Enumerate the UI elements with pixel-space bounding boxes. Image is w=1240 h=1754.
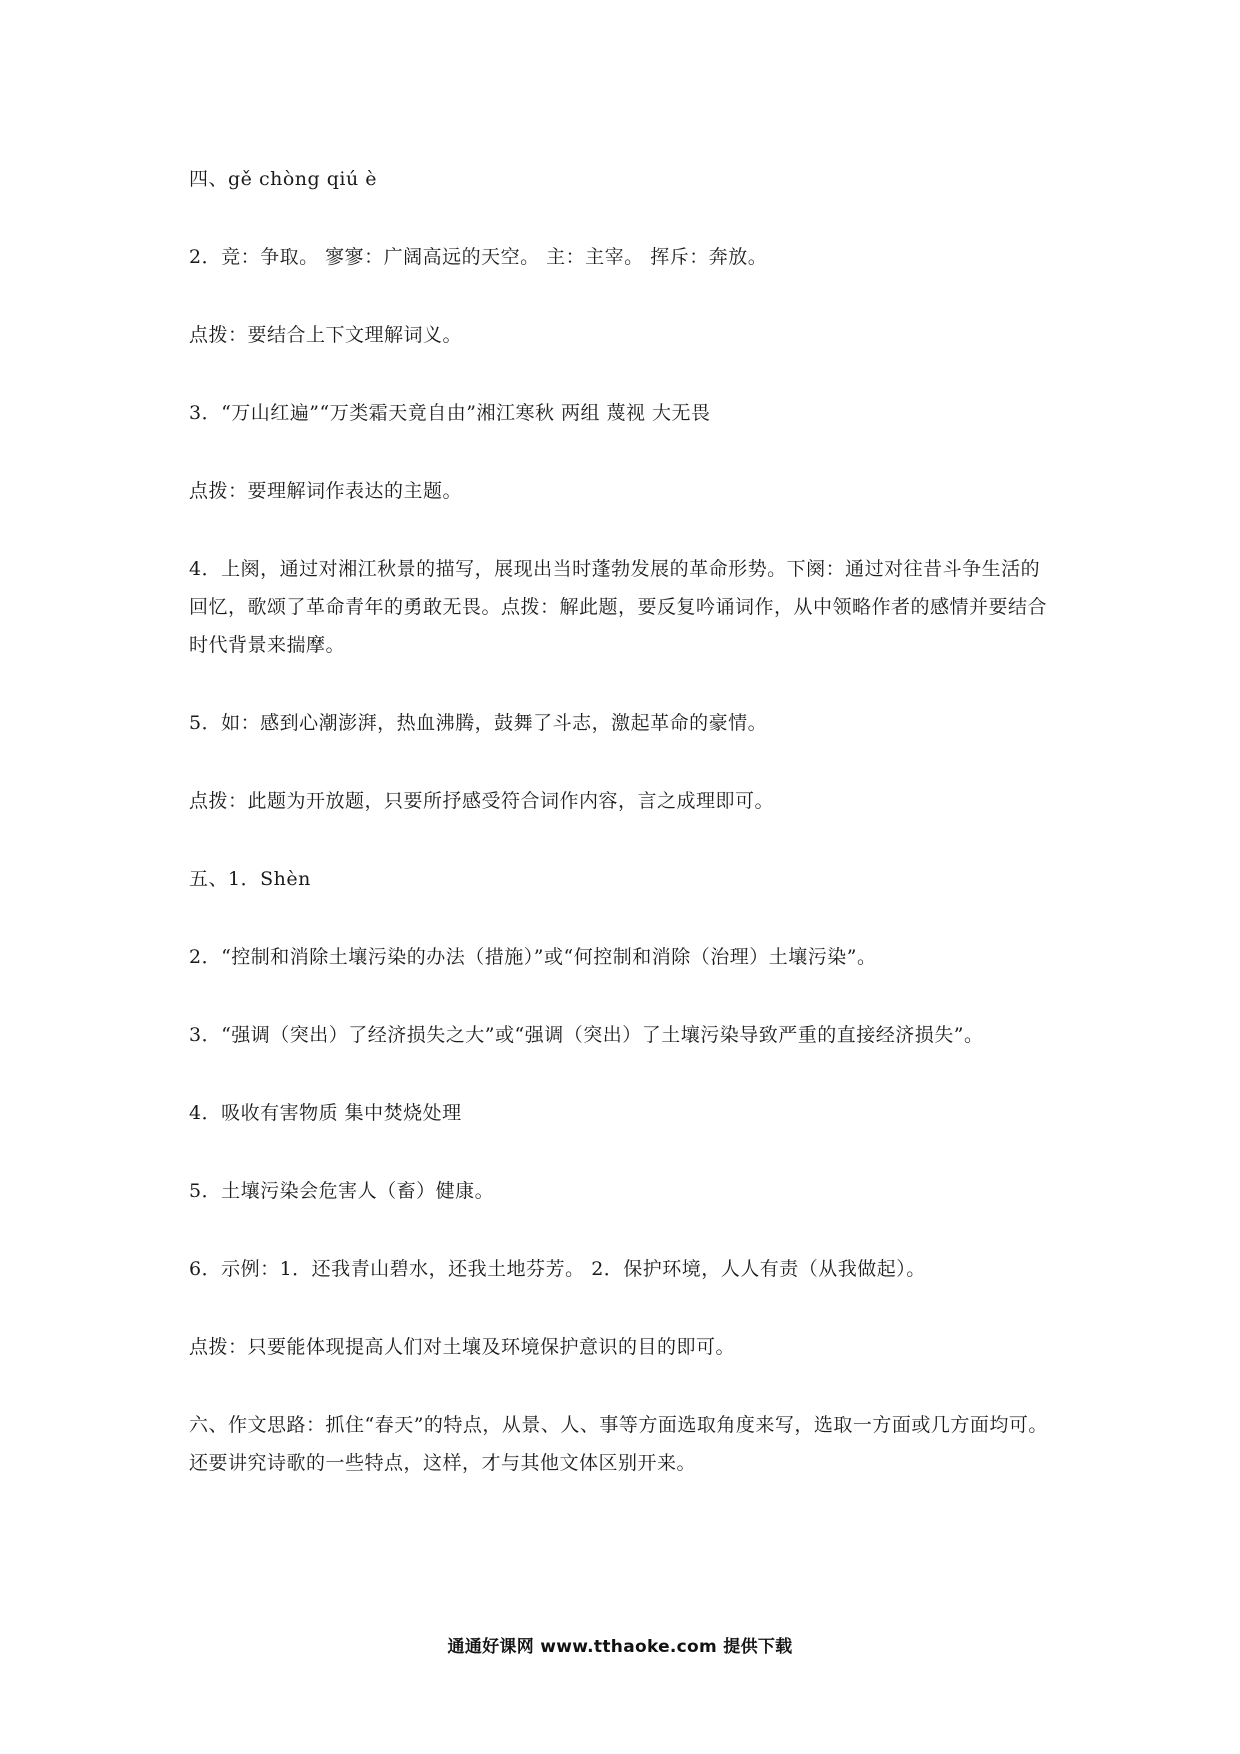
hint-5-6: 点拨：只要能体现提高人们对土壤及环境保护意识的目的即可。 [189, 1336, 736, 1358]
answer-5-4: 4．吸收有害物质 集中焚烧处理 [189, 1102, 462, 1124]
answer-4-5: 5．如：感到心潮澎湃，热血沸腾，鼓舞了斗志，激起革命的豪情。 [189, 712, 768, 734]
answer-5-6: 6．示例：1．还我青山碧水，还我土地芬芳。 2．保护环境，人人有责（从我做起）。 [189, 1258, 926, 1280]
section-5-answer-1: 五、1．Shèn [189, 868, 311, 890]
answer-4-4: 4．上阕，通过对湘江秋景的描写，展现出当时蓬勃发展的革命形势。下阕：通过对往昔斗争生活的回忆，歌颂了革命青年的勇敢无畏。点拨：解此题，要反复吟诵词作，从中领略作者的感情并要结合时代背景来揣摩。 [189, 558, 1048, 656]
answer-4-3: 3．“万山红遍”“万类霜天竟自由”湘江寒秋 两组 蔑视 大无畏 [189, 402, 711, 424]
answer-5-2: 2．“控制和消除土壤污染的办法（措施）”或“何控制和消除（治理）土壤污染”。 [189, 946, 877, 968]
section-4-pinyin: 四、gě chòng qiú è [189, 168, 377, 190]
answer-5-3: 3．“强调（突出）了经济损失之大”或“强调（突出）了土壤污染导致严重的直接经济损失”。 [189, 1024, 984, 1046]
footer-source-note: 通通好课网 www.tthaoke.com 提供下载 [447, 1637, 793, 1657]
answer-key-body [189, 160, 1059, 1522]
answer-4-2: 2．竞：争取。 寥寥：广阔高远的天空。 主：主宰。 挥斥：奔放。 [189, 246, 768, 268]
section-6-essay-guide: 六、作文思路：抓住“春天”的特点，从景、人、事等方面选取角度来写，选取一方面或几方面均可。还要讲究诗歌的一些特点，这样，才与其他文体区别开来。 [189, 1414, 1048, 1474]
hint-4-2: 点拨：要结合上下文理解词义。 [189, 324, 463, 346]
hint-4-3: 点拨：要理解词作表达的主题。 [189, 480, 463, 502]
hint-4-5: 点拨：此题为开放题，只要所抒感受符合词作内容，言之成理即可。 [189, 790, 775, 812]
answer-5-5: 5．土壤污染会危害人（畜）健康。 [189, 1180, 495, 1202]
